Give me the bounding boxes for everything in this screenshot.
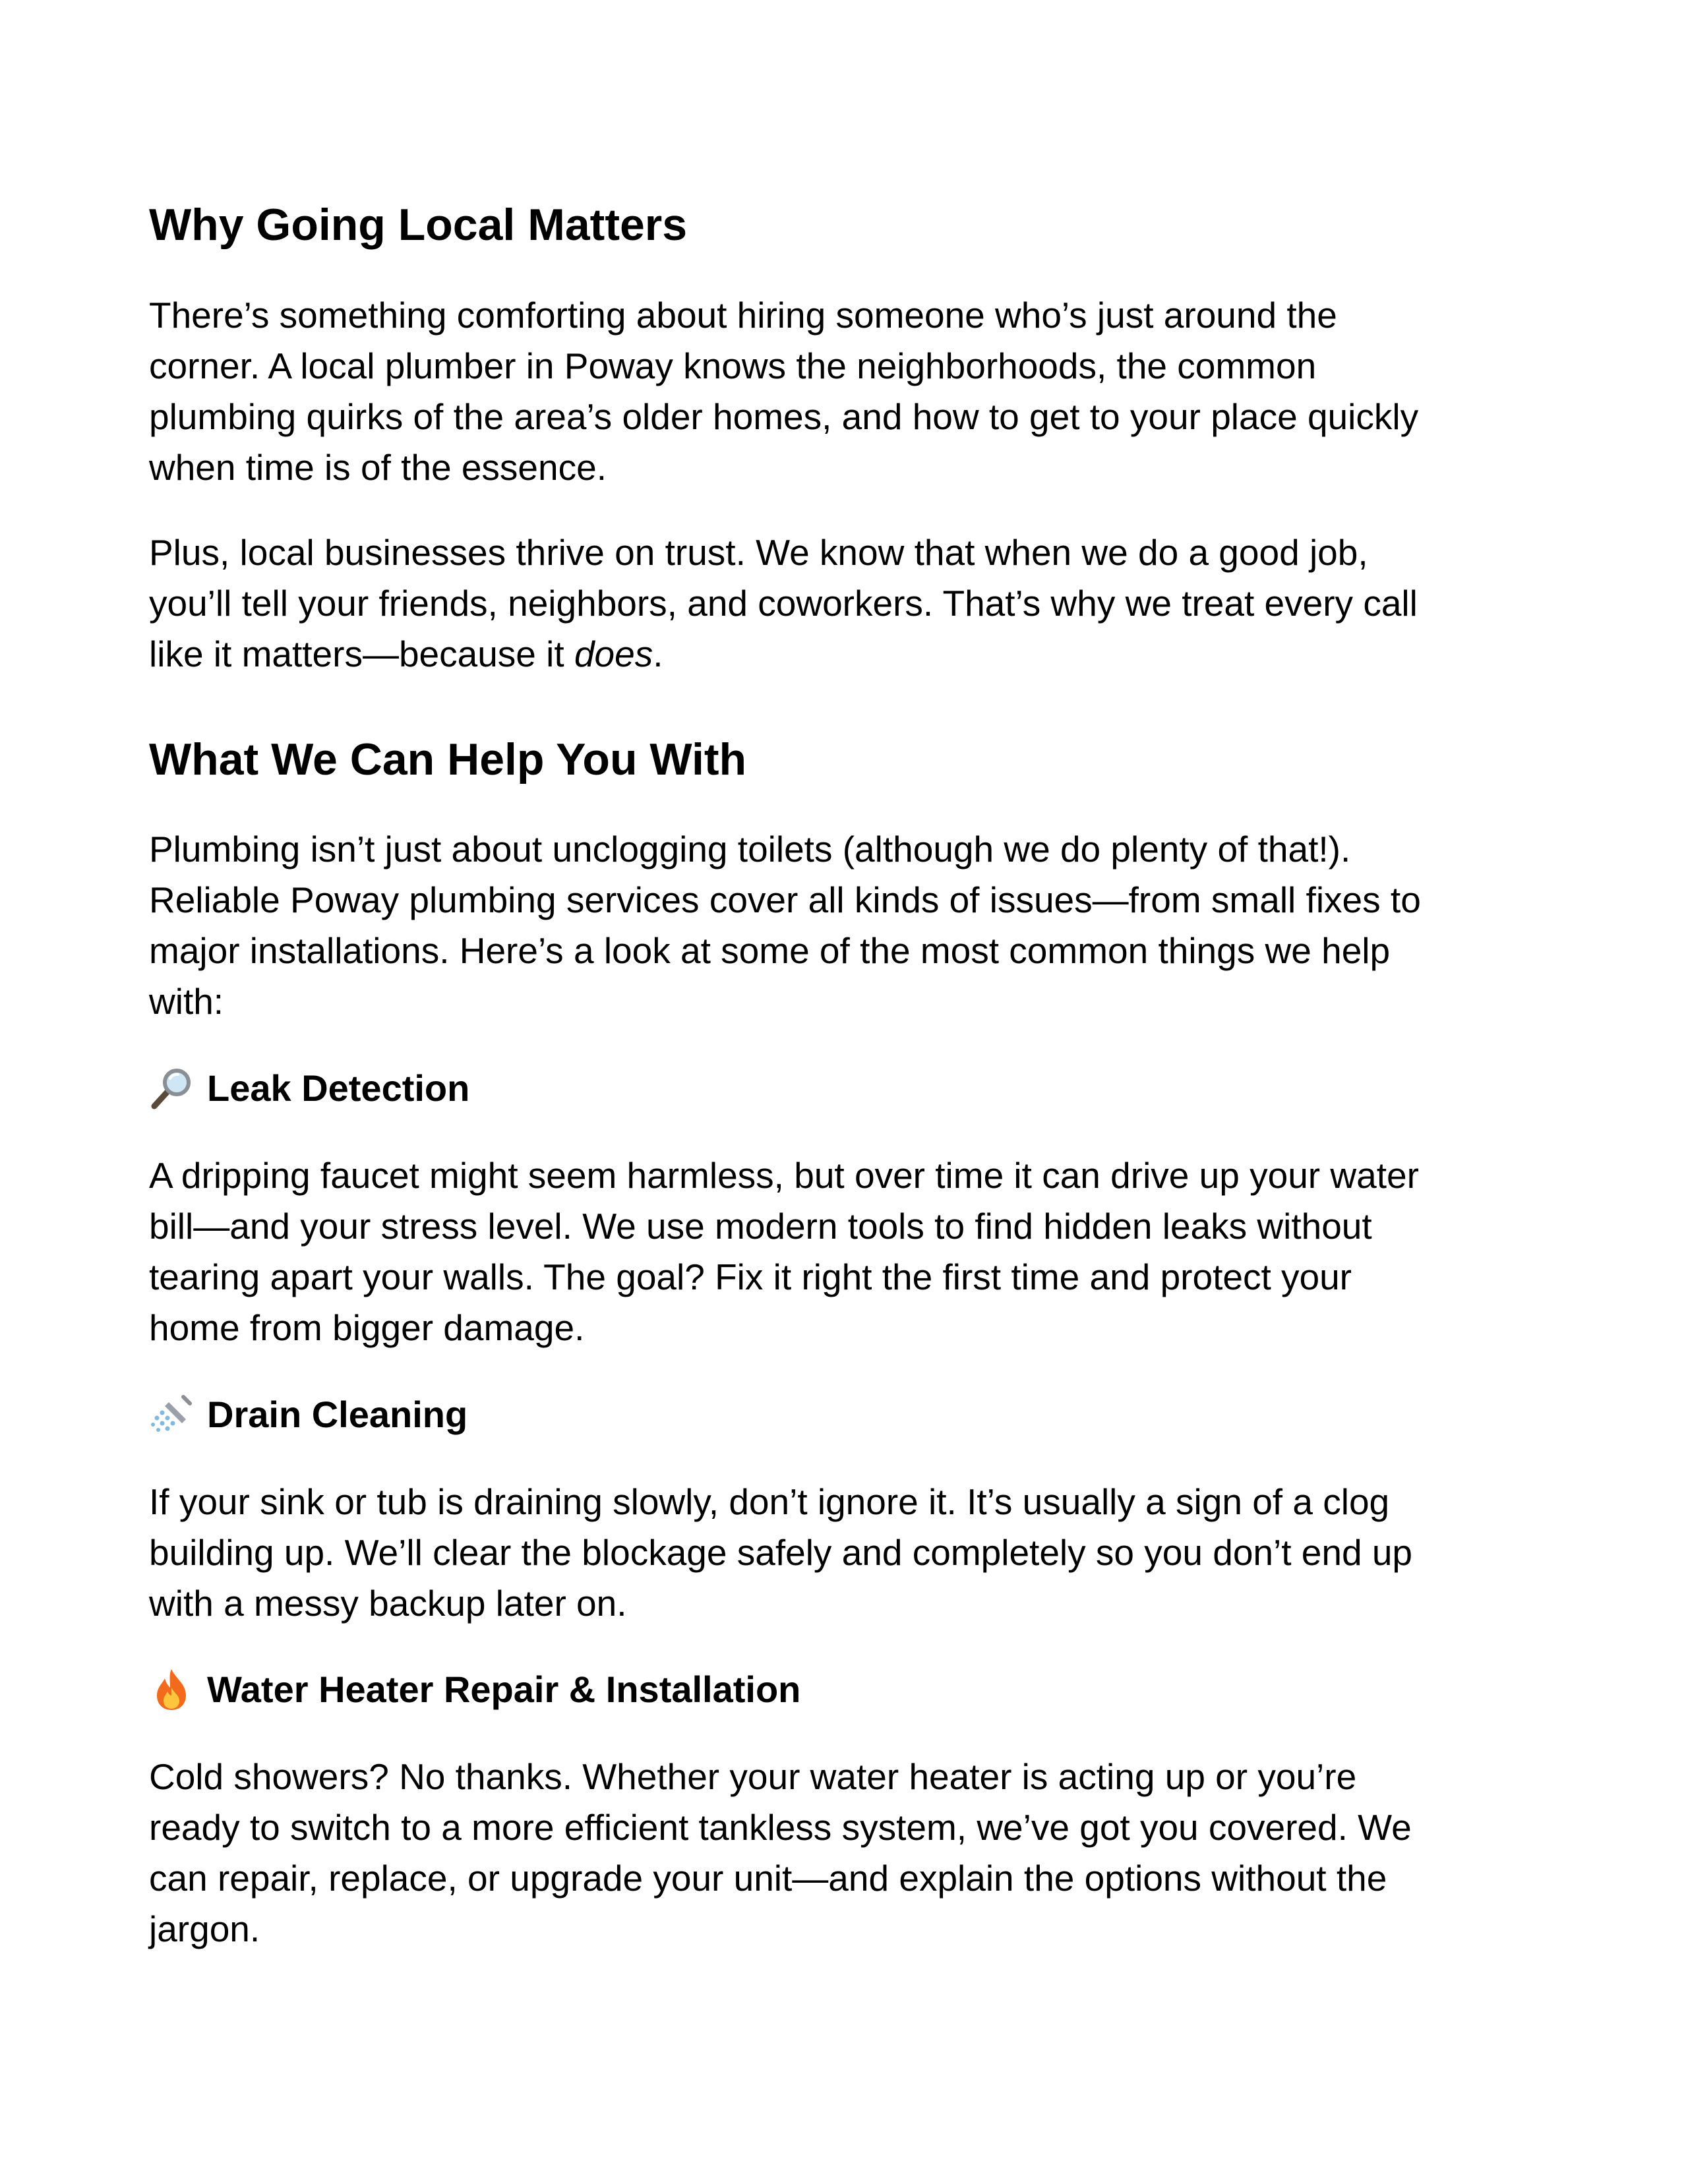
- text-fragment: .: [653, 634, 663, 674]
- text-line: with a messy backup later on.: [149, 1583, 627, 1624]
- service-description-leak-detection: [149, 1150, 1540, 1353]
- text-line: A dripping faucet might seem harmless, but over time it can drive up your water: [149, 1155, 1419, 1196]
- text-line: home from bigger damage.: [149, 1307, 585, 1348]
- text-line: major installations. Here’s a look at some of the most common things we help: [149, 930, 1391, 971]
- text-line-last: [149, 629, 1540, 680]
- text-line: can repair, replace, or upgrade your unit—and explain the options without the: [149, 1858, 1387, 1899]
- service-title: Water Heater Repair & Installation: [207, 1668, 801, 1710]
- service-title: Drain Cleaning: [207, 1394, 468, 1435]
- text-line: building up. We’ll clear the blockage safely and completely so you don’t end up: [149, 1532, 1413, 1573]
- fire-icon: [149, 1668, 194, 1711]
- text-line: with:: [149, 981, 224, 1022]
- paragraph-help-intro: [149, 824, 1540, 1027]
- magnifying-glass-icon: [149, 1067, 194, 1110]
- text-line: If your sink or tub is draining slowly, don’t ignore it. It’s usually a sign of a clog: [149, 1481, 1390, 1522]
- service-description-water-heater: [149, 1752, 1540, 1955]
- text-line: corner. A local plumber in Poway knows the neighborhoods, the common: [149, 345, 1317, 386]
- service-description-drain-cleaning: [149, 1477, 1540, 1629]
- paragraph-local-trust: [149, 527, 1540, 680]
- text-line: Cold showers? No thanks. Whether your water heater is acting up or you’re: [149, 1756, 1357, 1797]
- text-line: ready to switch to a more efficient tankless system, we’ve got you covered. We: [149, 1807, 1412, 1848]
- text-line: tearing apart your walls. The goal? Fix it right the first time and protect your: [149, 1256, 1352, 1297]
- text-line: jargon.: [149, 1908, 260, 1949]
- text-line: Plumbing isn’t just about unclogging toilets (although we do plenty of that!).: [149, 829, 1351, 870]
- service-title: Leak Detection: [207, 1067, 470, 1109]
- text-fragment: like it matters—because it: [149, 634, 574, 674]
- text-line: There’s something comforting about hiring someone who’s just around the: [149, 295, 1337, 336]
- text-line: Plus, local businesses thrive on trust. We know that when we do a good job,: [149, 532, 1368, 573]
- section-heading-why-local: Why Going Local Matters: [149, 200, 688, 250]
- shower-icon: [149, 1393, 194, 1436]
- paragraph-local-plumber: [149, 290, 1540, 493]
- service-heading-drain-cleaning: [149, 1393, 467, 1436]
- service-heading-leak-detection: [149, 1067, 469, 1110]
- text-line: plumbing quirks of the area’s older homes, and how to get to your place quickly: [149, 396, 1419, 437]
- service-heading-water-heater: [149, 1668, 800, 1711]
- text-line: bill—and your stress level. We use modern tools to find hidden leaks without: [149, 1206, 1372, 1247]
- section-heading-help: What We Can Help You With: [149, 734, 747, 784]
- text-line: Reliable Poway plumbing services cover all kinds of issues—from small fixes to: [149, 879, 1421, 920]
- text-line: you’ll tell your friends, neighbors, and coworkers. That’s why we treat every call: [149, 583, 1418, 624]
- text-line: when time is of the essence.: [149, 447, 607, 488]
- emphasis-does: does: [574, 634, 653, 674]
